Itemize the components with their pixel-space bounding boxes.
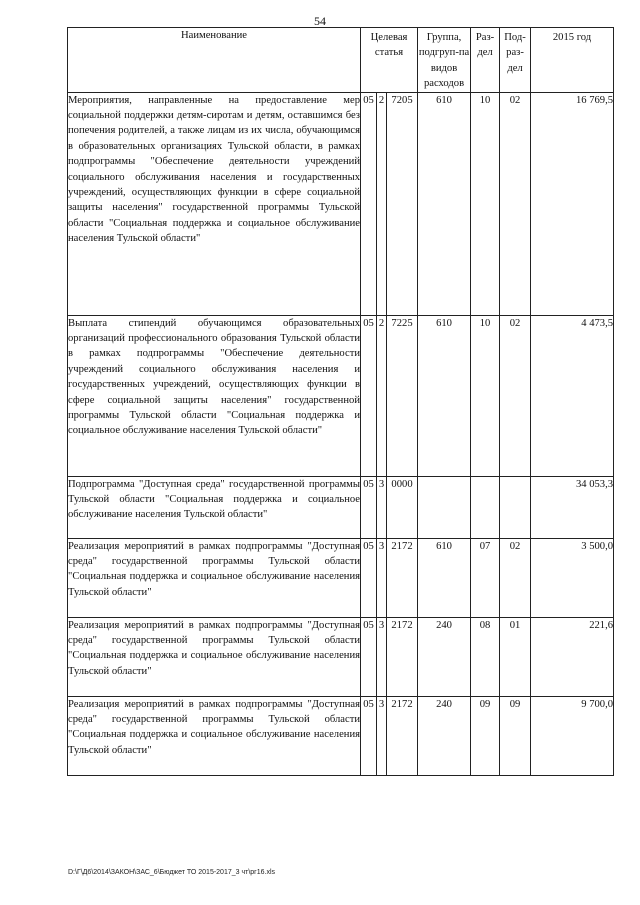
- table-row: [68, 476, 614, 538]
- file-path-footer: D:\Г\Д6\2014\ЗАКОН\ЗАС_6\Бюджет ТО 2015-2017_3 чт\рг16.xls: [68, 869, 276, 876]
- header-name: Наименование: [68, 28, 361, 93]
- table-row: [68, 92, 614, 315]
- row-code-program: 05: [361, 617, 377, 696]
- row-code-program: 05: [361, 92, 377, 315]
- row-code-program: 05: [361, 538, 377, 617]
- row-subsection: 02: [500, 315, 531, 476]
- row-name: Реализация мероприятий в рамках подпрограммы "Доступная среда" государственной программы Тульской области "Социальная поддержка и социальное обслуживание населения Тульской области": [68, 617, 361, 696]
- row-section: 07: [471, 538, 500, 617]
- page-number: 54: [314, 14, 326, 28]
- row-code-program: 05: [361, 696, 377, 775]
- row-group: 610: [418, 315, 471, 476]
- row-code-direction: 2172: [387, 696, 418, 775]
- row-section: 10: [471, 92, 500, 315]
- row-code-program: 05: [361, 476, 377, 538]
- row-code-program: 05: [361, 315, 377, 476]
- row-code-subprogram: 3: [377, 476, 387, 538]
- row-amount: 4 473,5: [531, 315, 614, 476]
- header-year: 2015 год: [531, 28, 614, 93]
- row-code-subprogram: 3: [377, 696, 387, 775]
- row-name: Подпрограмма "Доступная среда" государственной программы Тульской области "Социальная поддержка и социальное обслуживание населения Тульской области": [68, 476, 361, 538]
- header-subsection: Под-раз-дел: [500, 28, 531, 93]
- row-amount: 9 700,0: [531, 696, 614, 775]
- table-row: [68, 696, 614, 775]
- row-amount: 16 769,5: [531, 92, 614, 315]
- row-amount: 221,6: [531, 617, 614, 696]
- row-group: 240: [418, 696, 471, 775]
- row-amount: 34 053,3: [531, 476, 614, 538]
- row-subsection: [500, 476, 531, 538]
- table-row: [68, 538, 614, 617]
- row-code-subprogram: 2: [377, 92, 387, 315]
- header-group: Группа, подгруп-па видов расходов: [418, 28, 471, 93]
- row-section: 08: [471, 617, 500, 696]
- row-code-subprogram: 3: [377, 617, 387, 696]
- row-section: [471, 476, 500, 538]
- budget-table: [67, 27, 614, 776]
- row-code-subprogram: 3: [377, 538, 387, 617]
- row-section: 10: [471, 315, 500, 476]
- row-code-direction: 2172: [387, 538, 418, 617]
- row-group: 240: [418, 617, 471, 696]
- row-name: Выплата стипендий обучающимся образовательных организаций профессионального образования Тульской области в рамках подпрограммы "Обеспечение деятельности учреждений социального обслуживания населения и государственных учреждений, осуществляющих функции в сфере социальной защиты населения" государственной программы Тульской области "Социальная поддержка и социальное обслуживание населения Тульской области": [68, 315, 361, 476]
- table-row: [68, 315, 614, 476]
- table-row: [68, 617, 614, 696]
- row-code-direction: 7225: [387, 315, 418, 476]
- row-name: Реализация мероприятий в рамках подпрограммы "Доступная среда" государственной программы Тульской области "Социальная поддержка и социальное обслуживание населения Тульской области": [68, 696, 361, 775]
- table-header-row: [68, 28, 614, 93]
- row-subsection: 09: [500, 696, 531, 775]
- row-amount: 3 500,0: [531, 538, 614, 617]
- row-code-subprogram: 2: [377, 315, 387, 476]
- row-group: [418, 476, 471, 538]
- row-group: 610: [418, 538, 471, 617]
- row-group: 610: [418, 92, 471, 315]
- row-subsection: 02: [500, 538, 531, 617]
- row-name: Мероприятия, направленные на предоставление мер социальной поддержки детям-сиротам и детям, оставшимся без попечения родителей, а также лицам из их числа, обучающимся в образовательных организациях Тульской области, в рамках подпрограммы "Обеспечение деятельности учреждений социального обслуживания населения и государственных учреждений, осуществляющих функции в сфере социальной защиты населения" государственной программы Тульской области "Социальная поддержка и социальное обслуживание населения Тульской области": [68, 92, 361, 315]
- row-name: Реализация мероприятий в рамках подпрограммы "Доступная среда" государственной программы Тульской области "Социальная поддержка и социальное обслуживание населения Тульской области": [68, 538, 361, 617]
- header-target: Целевая статья: [361, 28, 418, 93]
- row-subsection: 01: [500, 617, 531, 696]
- header-section: Раз-дел: [471, 28, 500, 93]
- row-code-direction: 7205: [387, 92, 418, 315]
- row-section: 09: [471, 696, 500, 775]
- row-code-direction: 0000: [387, 476, 418, 538]
- row-code-direction: 2172: [387, 617, 418, 696]
- row-subsection: 02: [500, 92, 531, 315]
